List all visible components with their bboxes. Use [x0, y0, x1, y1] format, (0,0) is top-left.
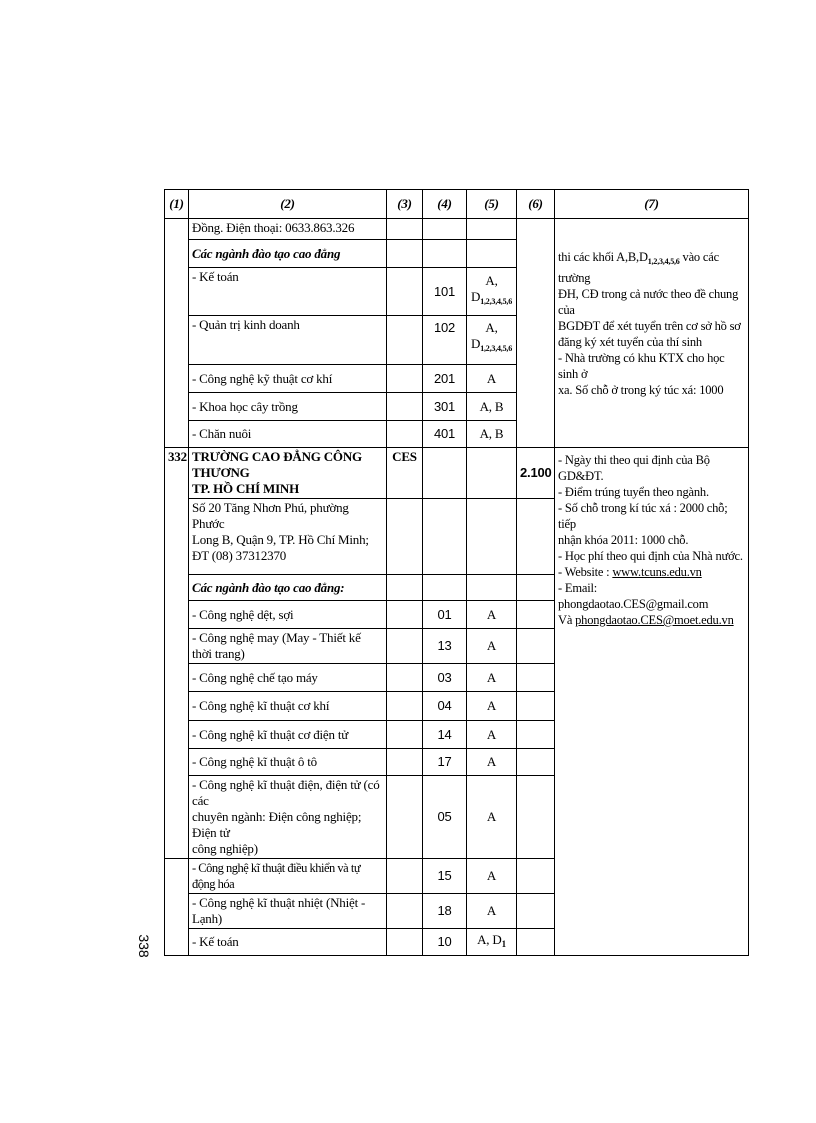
- note-line: đăng ký xét tuyển của thí sinh: [558, 335, 702, 349]
- major-block: A: [467, 692, 517, 721]
- section-label: Các ngành đào tạo cao đẳng:: [189, 575, 387, 601]
- major-name: - Khoa học cây trồng: [189, 393, 387, 421]
- header-col-7: (7): [555, 190, 749, 219]
- continuation-id-cell: [165, 859, 189, 956]
- note-line: thi các khối A,B,D: [558, 250, 648, 264]
- major-code: 15: [423, 859, 467, 894]
- school-id: 332: [165, 448, 189, 859]
- block2-notes: - Ngày thi theo qui định của Bộ GD&ĐT. - Điểm trúng tuyển theo ngành. - Số chỗ trong kí túc xá : 2000 chỗ; tiếp nhận khóa 2011: 1000 chỗ. - Học phí theo qui định của Nhà nước. - Website : www.tcuns.edu.vn - Email: phongdaotao.CES@gmail.com Và phongdaotao.CES@moet.edu.vn: [555, 448, 749, 956]
- major-name: - Kế toán: [189, 929, 387, 956]
- note-line: ĐH, CĐ trong cả nước theo đề chung của: [558, 287, 739, 317]
- note-line: vào các trường: [558, 250, 719, 285]
- major-name: - Công nghệ chế tạo máy: [189, 664, 387, 692]
- major-name: - Quản trị kinh doanh: [189, 316, 387, 365]
- note-line: - Số chỗ trong kí túc xá : 2000 chỗ; tiếp: [558, 501, 728, 531]
- major-name: - Công nghệ kĩ thuật nhiệt (Nhiệt - Lạnh): [189, 894, 387, 929]
- header-col-4: (4): [423, 190, 467, 219]
- note-line: - Điểm trúng tuyển theo ngành.: [558, 485, 709, 499]
- major-code: 14: [423, 721, 467, 749]
- major-name: - Công nghệ kỹ thuật cơ khí: [189, 365, 387, 393]
- major-block: A: [467, 894, 517, 929]
- section-label: Các ngành đào tạo cao đẳng: [189, 240, 387, 268]
- website-link[interactable]: www.tcuns.edu.vn: [612, 565, 702, 579]
- major-code: 17: [423, 749, 467, 776]
- major-name: - Công nghệ kĩ thuật điều khiển và tự động hóa: [189, 859, 387, 894]
- email-line: - Email: phongdaotao.CES@gmail.com: [558, 581, 709, 611]
- major-block: A: [467, 365, 517, 393]
- major-block: A: [467, 776, 517, 859]
- major-block: A: [467, 629, 517, 664]
- major-name: - Công nghệ may (May - Thiết kế thời trang): [189, 629, 387, 664]
- major-name: - Kế toán: [189, 268, 387, 316]
- header-col-5: (5): [467, 190, 517, 219]
- note-subscript: 1,2,3,4,5,6: [647, 257, 680, 266]
- school-quota: 2.100: [517, 448, 555, 499]
- table-row: [165, 219, 749, 240]
- school-address: Số 20 Tăng Nhơn Phú, phường Phước Long B, Quận 9, TP. Hồ Chí Minh; ĐT (08) 37312370: [189, 499, 387, 575]
- header-col-2: (2): [189, 190, 387, 219]
- major-block: A, B: [467, 421, 517, 448]
- header-col-3: (3): [387, 190, 423, 219]
- major-block: A: [467, 721, 517, 749]
- note-line: - Ngày thi theo qui định của Bộ GD&ĐT.: [558, 453, 710, 483]
- major-code: 13: [423, 629, 467, 664]
- block1-phone: Đồng. Điện thoại: 0633.863.326: [189, 219, 387, 240]
- major-name: - Công nghệ kĩ thuật ô tô: [189, 749, 387, 776]
- major-code: 04: [423, 692, 467, 721]
- major-code: 101: [423, 268, 467, 316]
- major-name: - Công nghệ kĩ thuật cơ điện tử: [189, 721, 387, 749]
- major-code: 01: [423, 601, 467, 629]
- note-line: xa. Số chỗ ở trong ký túc xá: 1000: [558, 383, 724, 397]
- header-row: [165, 190, 749, 219]
- email-link[interactable]: phongdaotao.CES@moet.edu.vn: [575, 613, 734, 627]
- major-code: 03: [423, 664, 467, 692]
- major-code: 301: [423, 393, 467, 421]
- major-code: 05: [423, 776, 467, 859]
- note-line: - Nhà trường có khu KTX cho học sinh ở: [558, 351, 725, 381]
- note-line: nhận khóa 2011: 1000 chỗ.: [558, 533, 689, 547]
- major-block: A, $D_{1,2,3,4,5,6}$: [467, 268, 517, 316]
- major-code: 201: [423, 365, 467, 393]
- block1-id-cell: [165, 219, 189, 448]
- school-name: TRƯỜNG CAO ĐẲNG CÔNG THƯƠNG TP. HỒ CHÍ MINH: [189, 448, 387, 499]
- header-col-1: (1): [165, 190, 189, 219]
- major-name: - Chăn nuôi: [189, 421, 387, 448]
- major-block: A, $D_{1,2,3,4,5,6}$: [467, 316, 517, 365]
- note-line: - Học phí theo qui định của Nhà nước.: [558, 549, 743, 563]
- block1-quota-cell: [517, 219, 555, 448]
- major-name: - Công nghệ kĩ thuật điện, điện tử (có các chuyên ngành: Điện công nghiệp; Điện tử công nghiệp): [189, 776, 387, 859]
- major-name: - Công nghệ dệt, sợi: [189, 601, 387, 629]
- major-block: A, B: [467, 393, 517, 421]
- major-block: A: [467, 749, 517, 776]
- header-col-6: (6): [517, 190, 555, 219]
- page-number: 338: [136, 934, 152, 958]
- block1-notes: [555, 219, 749, 448]
- major-block: A, $D_1$: [467, 929, 517, 956]
- major-block: A: [467, 859, 517, 894]
- table-row: [165, 448, 749, 499]
- major-code: 401: [423, 421, 467, 448]
- major-code: 102: [423, 316, 467, 365]
- major-code: 18: [423, 894, 467, 929]
- major-name: - Công nghệ kĩ thuật cơ khí: [189, 692, 387, 721]
- admission-table: [164, 189, 749, 956]
- school-code: CES: [387, 448, 423, 499]
- major-code: 10: [423, 929, 467, 956]
- major-block: A: [467, 664, 517, 692]
- major-block: A: [467, 601, 517, 629]
- note-line: BGDĐT để xét tuyển trên cơ sở hồ sơ: [558, 319, 741, 333]
